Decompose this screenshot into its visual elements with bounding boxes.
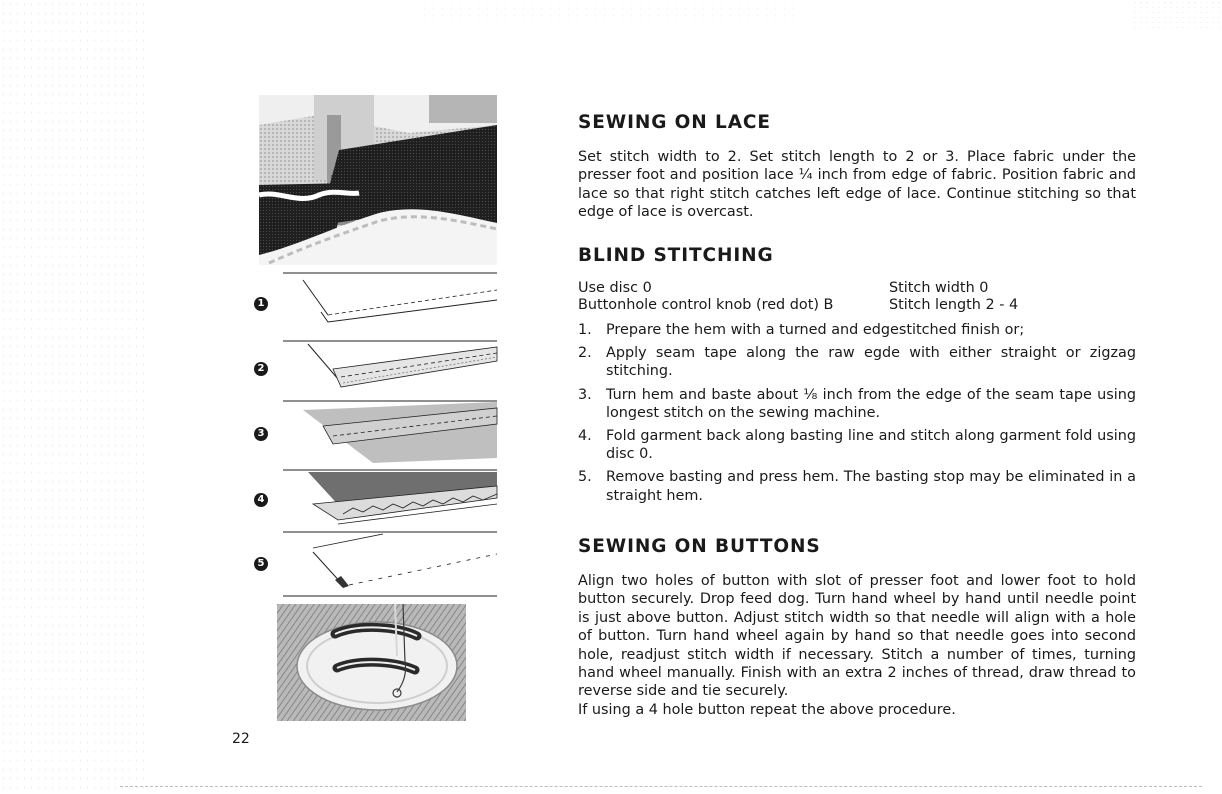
step-marker-5: 5 [254,557,268,571]
list-item [578,427,1136,463]
lace-sewing-photo [259,95,497,265]
page-number: 22 [232,731,250,747]
list-item [578,344,1136,380]
stitch-width-setting: Stitch width 0 [889,280,989,296]
stitch-length-setting: Stitch length 2 - 4 [889,297,1019,313]
step-text: Prepare the hem with a turned and edgestitched finish or; [606,322,1025,338]
hem-step-5-diagram [283,530,498,600]
button-sewing-photo [277,604,466,721]
sewing-on-buttons-heading: SEWING ON BUTTONS [578,536,821,557]
disc-setting: Use disc 0 [578,280,652,296]
list-item [578,468,1136,504]
step-number: 5. [578,469,592,486]
list-item [578,321,1136,339]
step-text: Remove basting and press hem. The basting stop may be eliminated in a straight hem. [606,469,1136,504]
step-number: 1. [578,322,592,338]
hem-step-2-diagram [283,334,498,404]
sewing-on-buttons-body: Align two holes of button with slot of presser foot and lower foot to hold button securely. Drop feed dog. Turn hand wheel by hand until needle point is just above button. Adjust stitch width so that needle will align with a hole of button. Turn hand wheel again by hand so that needle goes into second hole, readjust stitch width if necessary. Stitch a number of times, turning hand wheel manually. Finish with an extra 2 inches of thread, draw thread to reverse side and tie securely. [578,573,1136,700]
four-hole-button-note: If using a 4 hole button repeat the above procedure. [578,702,956,718]
hem-step-1-diagram [283,270,498,340]
list-item [578,386,1136,422]
step-marker-3: 3 [254,427,268,441]
step-number: 3. [578,386,592,403]
sewing-on-lace-heading: SEWING ON LACE [578,112,771,133]
step-marker-1: 1 [254,297,268,311]
step-text: Turn hem and baste about ⅛ inch from the edge of the seam tape using longest stitch on the sewing machine. [606,386,1136,421]
illustration-column [0,0,560,794]
blind-stitching-heading: BLIND STITCHING [578,245,774,266]
hem-step-4-diagram [283,464,498,534]
blind-stitching-steps [578,321,1136,510]
step-number: 2. [578,345,592,362]
hem-step-3-diagram [283,398,498,468]
step-text: Fold garment back along basting line and stitch along garment fold using disc 0. [606,428,1136,463]
step-text: Apply seam tape along the raw egde with either straight or zigzag stitching. [606,345,1136,380]
step-marker-4: 4 [254,493,268,507]
step-marker-2: 2 [254,362,268,376]
buttonhole-knob-setting: Buttonhole control knob (red dot) B [578,297,834,313]
sewing-on-lace-body: Set stitch width to 2. Set stitch length to 2 or 3. Place fabric under the presser foot and position lace ¼ inch from edge of fabric. Position fabric and lace so that right stitch catches left edge of lace. Continue stitching so that edge of lace is overcast. [578,149,1136,221]
step-number: 4. [578,428,592,445]
scan-speckle-right [1132,0,1222,30]
